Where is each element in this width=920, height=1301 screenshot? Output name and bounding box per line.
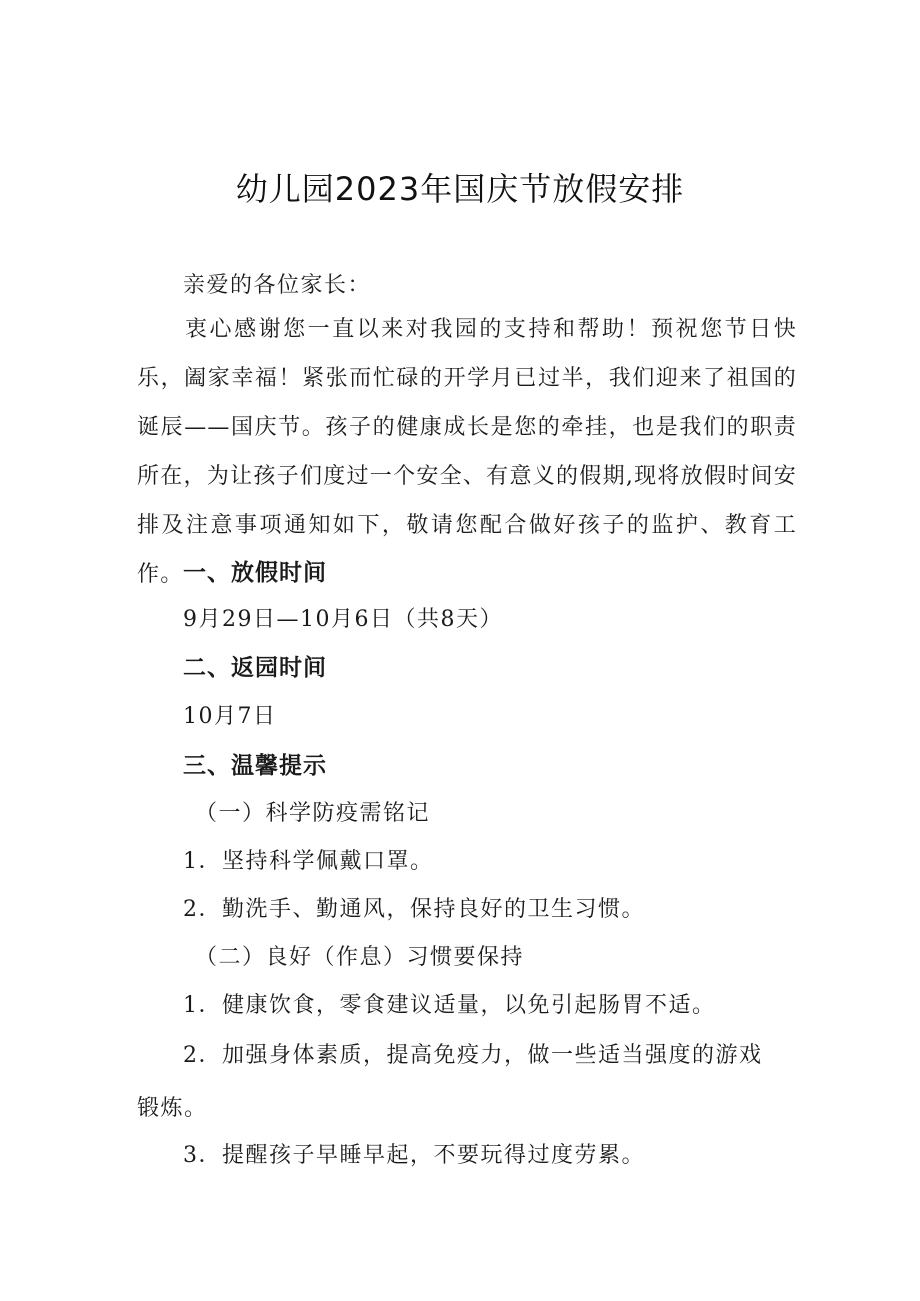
list-item: 2．勤洗手、勤通风，保持良好的卫生习惯。: [183, 897, 645, 922]
subsection-title-habits: （二）良好（作息）习惯要保持: [195, 945, 525, 970]
list-item: 3．提醒孩子早睡早起，不要玩得过度劳累。: [183, 1143, 645, 1168]
subsection-title-epidemic: （一）科学防疫需铭记: [195, 801, 431, 826]
holiday-time-content: 9月29日—10月6日（共8天）: [183, 607, 503, 632]
return-time-content: 10月7日: [183, 704, 277, 729]
section-heading-return-time: 二、返园时间: [183, 655, 327, 681]
intro-paragraph: 衷心感谢您一直以来对我园的支持和帮助！预祝您节日快乐，阖家幸福！紧张而忙碌的开学月已过半，我们迎来了祖国的诞辰——国庆节。孩子的健康成长是您的牵挂，也是我们的职责所在，为让孩子们度过一个安全、有意义的假期,现将放假时间安排及注意事项通知如下，敬请您配合做好孩子的监护、教育工作。: [137, 317, 797, 587]
section-heading-holiday-time: 一、放假时间: [183, 560, 327, 586]
list-item: 1．坚持科学佩戴口罩。: [183, 849, 434, 874]
document-title: 幼儿园2023年国庆节放假安排: [235, 170, 685, 208]
salutation: 亲爱的各位家长：: [183, 273, 372, 298]
list-item: 1．健康饮食，零食建议适量，以免引起肠胃不适。: [183, 993, 716, 1018]
section-heading-tips: 三、温馨提示: [183, 753, 327, 779]
list-item-continuation: 锻炼。: [137, 1096, 208, 1121]
list-item: 2．加强身体素质，提高免疫力，做一些适当强度的游戏: [183, 1043, 763, 1068]
